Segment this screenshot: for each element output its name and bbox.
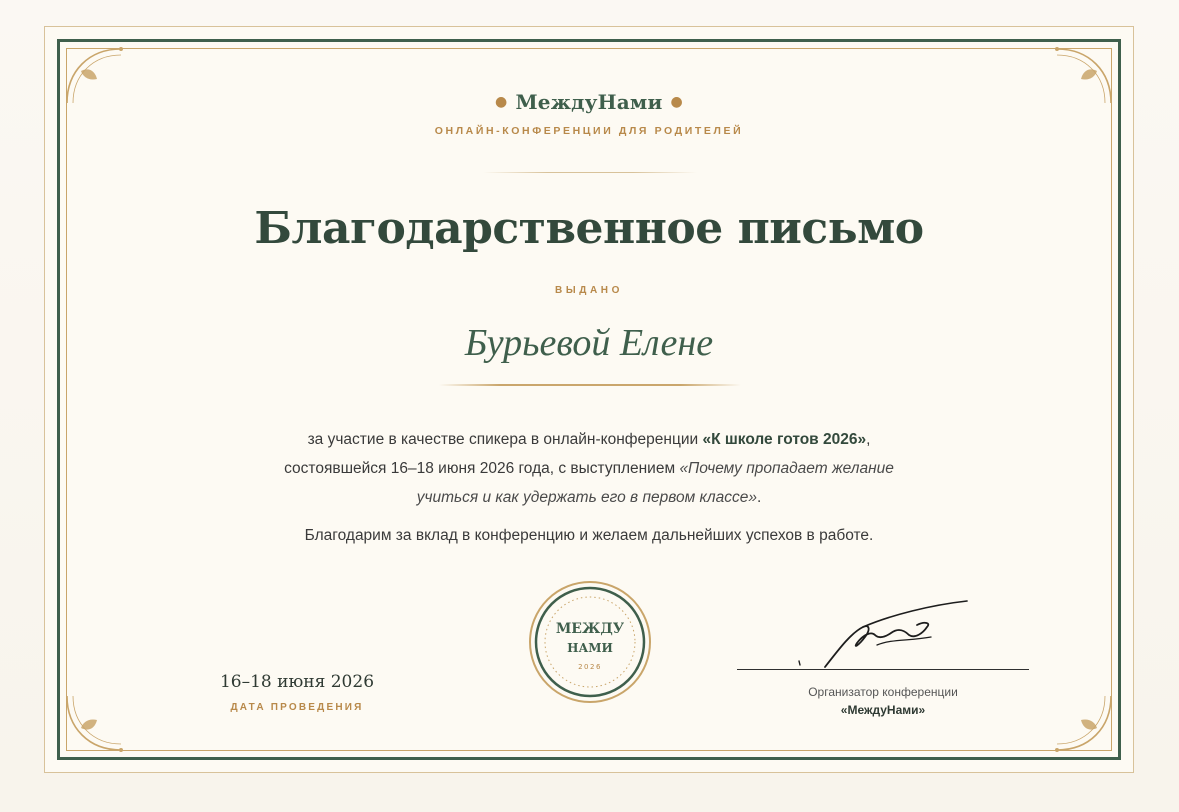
seal-line-2: НАМИ bbox=[567, 641, 613, 655]
seal-year: 2026 bbox=[578, 663, 602, 671]
issued-label: ВЫДАНО bbox=[555, 285, 623, 296]
signature-line bbox=[737, 669, 1029, 670]
body-text: . bbox=[756, 489, 762, 506]
corner-ornament-icon bbox=[1049, 688, 1119, 758]
certificate bbox=[44, 26, 1134, 773]
body-text: , bbox=[866, 431, 871, 448]
talk-title: учиться и как удержать его в первом классе» bbox=[416, 489, 757, 506]
talk-title: «Почему пропадает желание bbox=[679, 460, 894, 477]
brand-name: МеждуНами bbox=[515, 90, 663, 114]
body-text: за участие в качестве спикера в онлайн-конференции bbox=[307, 431, 703, 448]
seal-line-1: МЕЖДУ bbox=[555, 621, 625, 637]
signer-organization: «МеждуНами» bbox=[840, 703, 926, 717]
body-line-3 bbox=[45, 483, 1133, 512]
body-text: состоявшейся 16–18 июня 2026 года, с выступлением bbox=[284, 460, 680, 477]
thanks-text: Благодарим за вклад в конференцию и желаем дальнейших успехов в работе. bbox=[304, 527, 874, 544]
corner-ornament-icon bbox=[59, 688, 129, 758]
body-line-2 bbox=[45, 454, 1133, 483]
body-line-1 bbox=[45, 425, 1133, 454]
signer-role: Организатор конференции bbox=[808, 685, 958, 699]
event-date: 16–18 июня 2026 bbox=[219, 672, 375, 692]
divider-top bbox=[483, 172, 697, 173]
conference-name: «К школе готов 2026» bbox=[702, 431, 867, 448]
certificate-body bbox=[45, 425, 1133, 512]
recipient-name: Бурьевой Елене bbox=[464, 322, 714, 364]
divider-name bbox=[439, 384, 741, 386]
signature-block bbox=[737, 597, 1029, 727]
bullet-icon: ● bbox=[670, 94, 683, 110]
bullet-icon: ● bbox=[495, 94, 508, 110]
brand-tagline: ОНЛАЙН-КОНФЕРЕНЦИИ ДЛЯ РОДИТЕЛЕЙ bbox=[434, 125, 744, 137]
handwritten-signature-icon bbox=[791, 597, 971, 677]
date-block bbox=[197, 672, 397, 713]
certificate-title: Благодарственное письмо bbox=[254, 203, 924, 254]
brand-logo bbox=[45, 90, 1133, 114]
event-date-label: ДАТА ПРОВЕДЕНИЯ bbox=[230, 702, 364, 713]
seal-stamp bbox=[528, 580, 652, 704]
